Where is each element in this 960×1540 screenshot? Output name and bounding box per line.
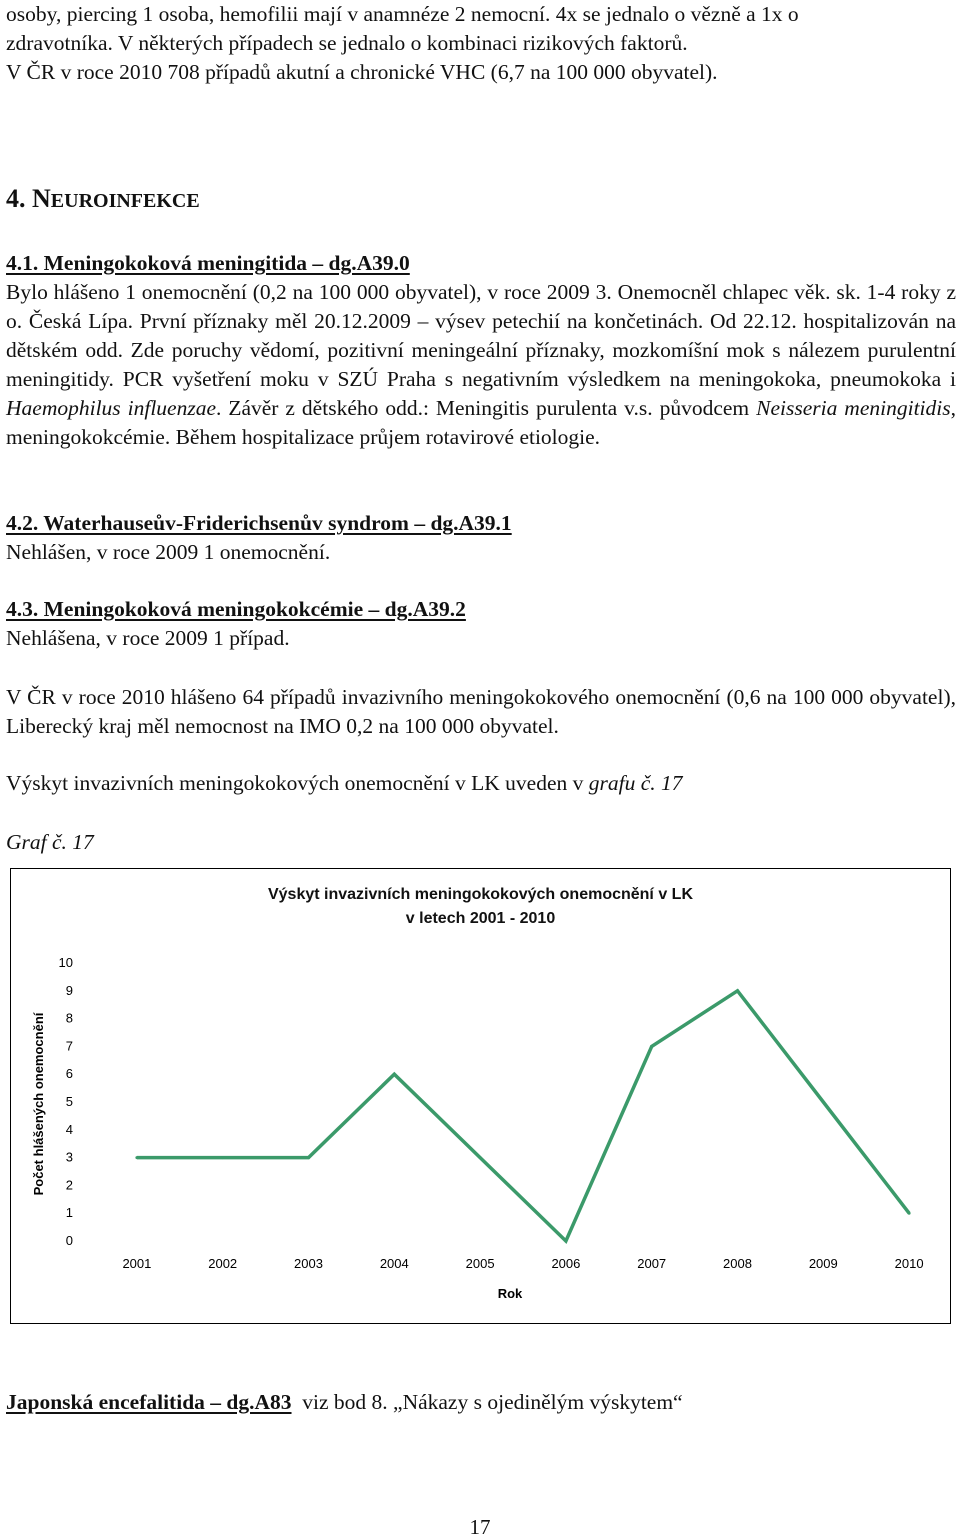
- x-tick-label: 2007: [637, 1256, 667, 1271]
- section-4-number: 4. N: [6, 184, 51, 213]
- intro-paragraph: [6, 0, 956, 87]
- s41-text-c: . Závěr z dětského odd.: Meningitis purulenta v.s. původcem: [216, 396, 757, 420]
- intro-line-3: V ČR v roce 2010 708 případů akutní a chronické VHC (6,7 na 100 000 obyvatel).: [6, 60, 718, 84]
- y-tick-label: 2: [65, 1177, 73, 1193]
- s41-text-haemophilus: Haemophilus influenzae: [6, 396, 216, 420]
- japanese-encephalitis: [6, 1388, 956, 1417]
- x-tick-label: 2006: [551, 1256, 581, 1271]
- x-tick-label: 2009: [808, 1256, 838, 1271]
- data-point: [736, 989, 739, 992]
- x-tick-label: 2010: [894, 1256, 924, 1271]
- data-point: [564, 1240, 567, 1243]
- graph-label: [6, 828, 956, 857]
- data-point: [908, 1212, 911, 1215]
- y-tick-label: 3: [65, 1149, 73, 1165]
- section-4-1-heading: 4.1. Meningokoková meningitida – dg.A39.0: [6, 251, 410, 275]
- y-tick-label: 7: [65, 1038, 73, 1054]
- section-4-1: [6, 249, 956, 452]
- y-tick-label: 8: [65, 1010, 73, 1026]
- data-point: [650, 1045, 653, 1048]
- x-tick-label: 2001: [122, 1256, 152, 1271]
- data-point: [479, 1156, 482, 1159]
- intro-line-1: osoby, piercing 1 osoba, hemofilii mají v anamnéze 2 nemocní. 4x se jednalo o vězně a 1x o: [6, 2, 799, 26]
- intro-line-2: zdravotníka. V některých případech se jednalo o kombinaci rizikových faktorů.: [6, 31, 688, 55]
- cr-paragraph: [6, 683, 956, 741]
- data-point: [307, 1156, 310, 1159]
- s41-text-neisseria: Neisseria meningitidis: [756, 396, 951, 420]
- x-tick-label: 2003: [294, 1256, 323, 1271]
- y-tick-label: 0: [65, 1233, 73, 1248]
- cr-paragraph-text: V ČR v roce 2010 hlášeno 64 případů invazivního meningokokového onemocnění (0,6 na 100 000 obyvatel), Liberecký kraj měl nemocnost na IMO 0,2 na 100 000 obyvatel.: [6, 685, 956, 738]
- s41-text-a: Bylo hlášeno 1 onemocnění (0,2 na 100 000 obyvatel), v roce 2009 3. Onemocněl chlapec věk. sk. 1-4 roky z o. Česká Lípa. První příznaky měl 20.12.2009 – výsev petechií na končetinách. Od 22.12. hospitalizován na dětském odd. Zde poruchy vědomí, pozitivní meningeální příznaky, mozkomíšní mok s nálezem purulentní meningitidy. PCR vyšetření moku v SZÚ Praha s negativním výsledkem na meningokoka, pneumokoka i: [6, 280, 956, 391]
- y-tick-label: 6: [65, 1066, 73, 1082]
- section-4-2-heading: 4.2. Waterhauseův-Friderichsenův syndrom – dg.A39.1: [6, 511, 512, 535]
- graph-reference-italic: grafu č. 17: [588, 771, 683, 795]
- japanese-encephalitis-text: viz bod 8. „Nákazy s ojedinělým výskytem“: [291, 1390, 683, 1414]
- x-axis-label: Rok: [497, 1286, 523, 1301]
- chart-frame: [10, 868, 951, 1324]
- data-point: [135, 1156, 138, 1159]
- graph-reference: [6, 769, 956, 798]
- y-axis-label: Počet hlášených onemocnění: [31, 1012, 46, 1196]
- y-tick-label: 1: [65, 1205, 73, 1221]
- y-tick-label: 4: [65, 1121, 73, 1137]
- x-tick-label: 2002: [208, 1256, 238, 1271]
- graph-reference-text: Výskyt invazivních meningokokových onemocnění v LK uveden v: [6, 771, 589, 795]
- chart-title-line-2: v letech 2001 - 2010: [405, 910, 556, 927]
- line-chart: [11, 869, 949, 1322]
- section-4-3-heading: 4.3. Meningokoková meningokokcémie – dg.A39.2: [6, 597, 466, 621]
- section-4-3-body: Nehlášena, v roce 2009 1 případ.: [6, 626, 290, 650]
- chart-title-line-1: Výskyt invazivních meningokokových onemocnění v LK: [267, 886, 693, 903]
- y-tick-label: 10: [58, 955, 73, 970]
- page-number: 17: [469, 1515, 491, 1539]
- section-4-1-body: [6, 278, 956, 452]
- section-4-heading: [6, 184, 200, 214]
- x-tick-label: 2008: [723, 1256, 752, 1271]
- x-tick-label: 2004: [379, 1256, 409, 1271]
- x-tick-label: 2005: [465, 1256, 495, 1271]
- graph-label-text: Graf č. 17: [6, 830, 94, 854]
- section-4-2: [6, 509, 956, 567]
- data-point: [822, 1101, 825, 1104]
- section-4-3: [6, 595, 956, 653]
- section-4-title: EUROINFEKCE: [50, 190, 200, 212]
- japanese-encephalitis-heading: Japonská encefalitida – dg.A83: [6, 1390, 292, 1414]
- y-tick-label: 5: [65, 1094, 73, 1109]
- series-line: [137, 991, 909, 1241]
- s41-text-e: , meningokokcémie. Během hospitalizace průjem rotavirové etiologie.: [6, 396, 956, 449]
- data-point: [221, 1156, 224, 1159]
- data-point: [393, 1073, 396, 1076]
- section-4-2-body: Nehlášen, v roce 2009 1 onemocnění.: [6, 540, 331, 564]
- y-tick-label: 9: [65, 982, 73, 998]
